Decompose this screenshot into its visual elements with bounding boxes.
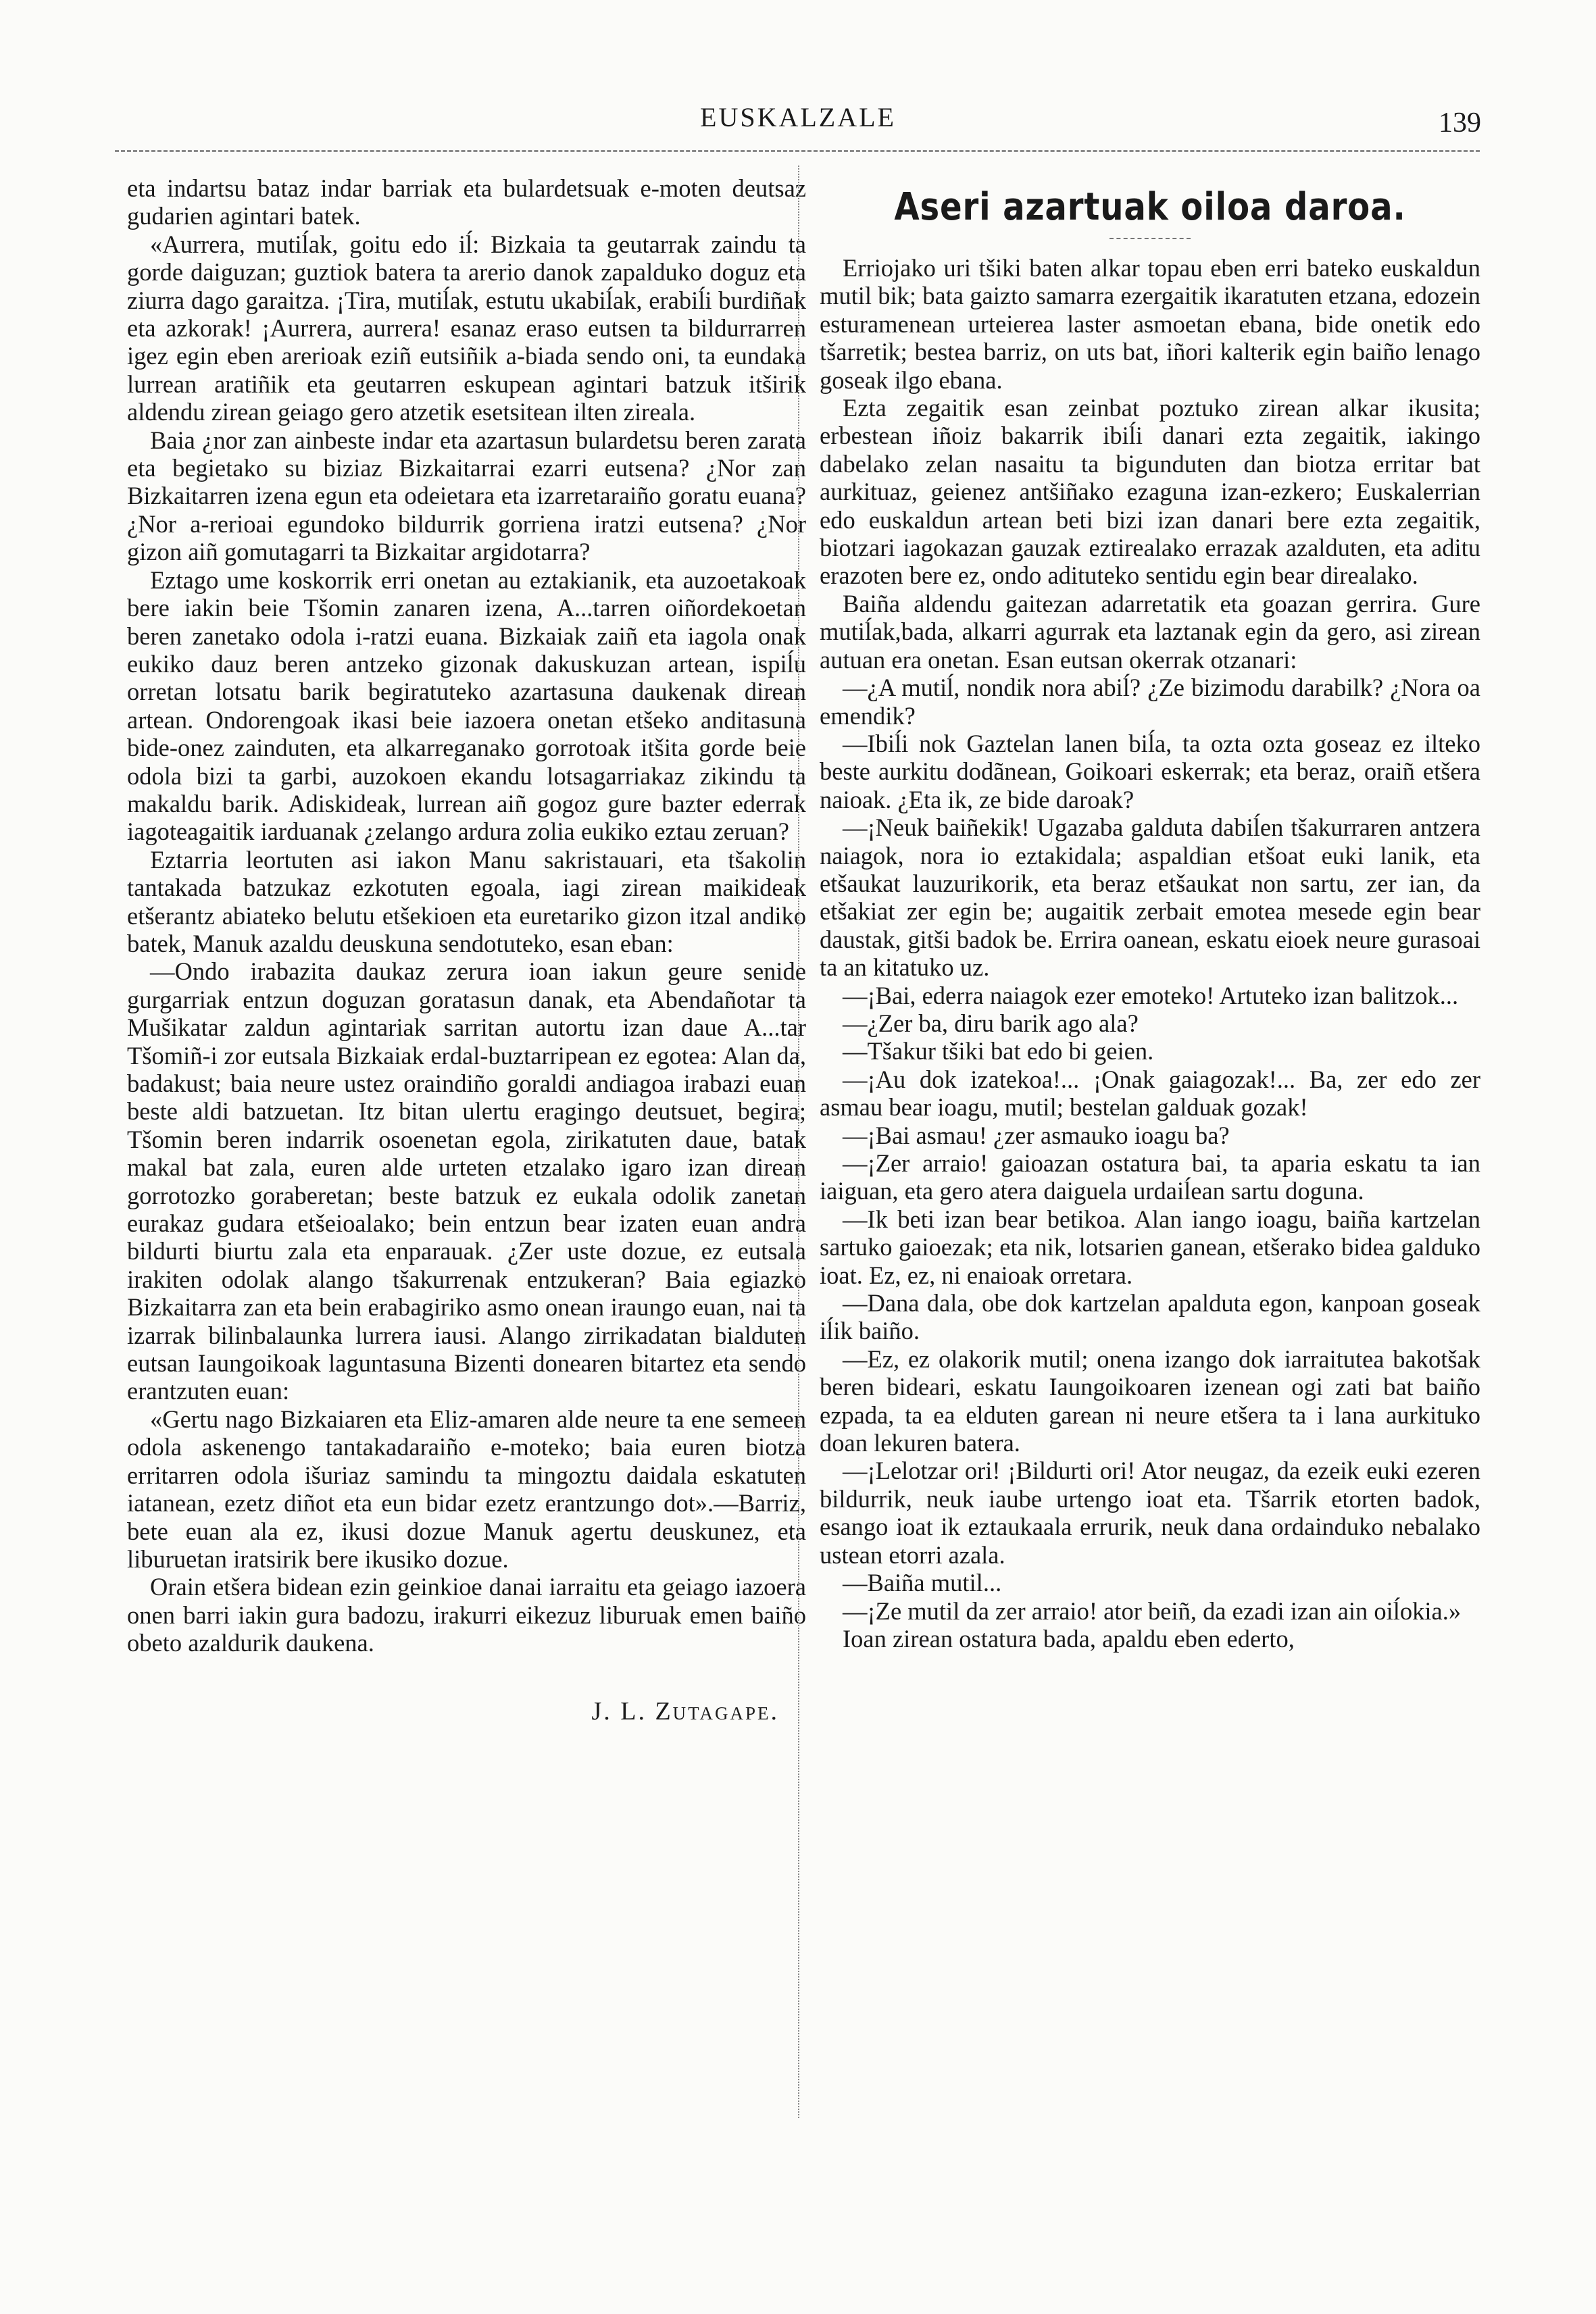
- paragraph: —¿A mutiĺ, nondik nora abiĺ? ¿Ze bizimodu darabilk? ¿Nora oa emendik?: [820, 674, 1480, 730]
- paragraph: Orain etšera bidean ezin geinkioe danai iarraitu eta geiago iazoera onen barri iakin gura badozu, irakurri eikezuz liburuak emen baiño obeto azaldurik daukena.: [127, 1573, 806, 1657]
- paragraph: Erriojako uri tšiki baten alkar topau eben erri bateko euskaldun mutil bik; bata gaizto samarra ezergaitik ikaratuten etzana, edozein esturamenean urteierea laster asmoetan ebana, bide onetik edo tšarretik; bestea barriz, on uts bat, iñori kalterik egin baiño lenago goseak ilgo ebana.: [820, 254, 1480, 394]
- paragraph: —¿Zer ba, diru barik ago ala?: [843, 1009, 1139, 1037]
- paragraph: —Ibiĺi nok Gaztelan lanen biĺa, ta ozta ozta goseaz ez ilteko beste aurkitu dodãnean, Goikoari eskerrak; eta beraz, oraiñ etšera naioak. ¿Eta ik, ze bide daroak?: [820, 729, 1480, 813]
- left-column: [127, 174, 806, 1726]
- paragraph: —Ondo irabazita daukaz zerura ioan iakun geure senide gurgarriak entzun doguzan goratasun danak, eta Abendañotar ta Mušikatar zaldun agintariak sarritan autortu izan daue A...tar Tšomiñ-i zor eutsala Bizkaiak erdal-buztarripean ez egotea: Alan da, badakust; baia neure ustez oraindiño goraldi andiagoa irabazi euan beste aldi batzuetan. Itz bitan ulertu eragingo deutsuet, begira; Tšomin beren indarrik osoenetan egola, zirikatuten daue, batak makal bat zala, euren alde urteten etzalako igaro izan direan gorrotozko goraberetan; beste batzuk ez eukala odolik zanetan eurakaz gudara etšeioalako; bein entzun bear izaten euan andra bildurti biurtu zala eta enparauak. ¿Zer uste dozue, ez eutsala irakiten odolak alango tšakurrenak entzukeran? Baia egiazko Bizkaitarra zan eta bein erabagiriko asmo onean iraungo euan, nai ta izarrak bilinbalaunka lurrera iausi. Alango zirrikadatan bialduten eutsan Iaungoikoak laguntasuna Bizenti donearen bitartez eta sendo erantzuten euan:: [127, 957, 806, 1405]
- paragraph: Ioan zirean ostatura bada, apaldu eben ederto,: [843, 1624, 1295, 1653]
- paragraph: —¡Neuk baiñekik! Ugazaba galduta dabiĺen tšakurraren antzera naiagok, nora io eztakidala; aspaldian etšoat euki lanik, eta etšaukat lauzurikorik, eta beraz etšaukat non sartu, zer ian, da etšakiat zer egin be; augaitik zerbait emotea mesede egin bear daustak, gitši badok be. Errira oanean, eskatu eioek neure gurasoai ta an kitatuko uz.: [820, 813, 1480, 982]
- paragraph: Ezta zegaitik esan zeinbat poztuko zirean alkar ikusita; erbestean iñoiz bakarrik ibiĺi danari ezta zegaitik, iakingo dabelako zelan nasaitu ta bigunduten dan biotza erritar bat aurkituaz, geienez antšiñako ezaguna izan-ezkero; Euskalerrian edo euskaldun artean beti bizi izan danari bere ezta zegaitik, biotzari iagokazan gauzak eztirealako errazak azalduten, eta aditu erazoten bere ez, ondo adituteko sentidu egin bear direalako.: [820, 394, 1480, 590]
- paragraph: —Dana dala, obe dok kartzelan apalduta egon, kanpoan goseak iĺik baiño.: [820, 1289, 1480, 1345]
- paragraph: «Aurrera, mutiĺak, goitu edo iĺ: Bizkaia ta geutarrak zaindu ta gorde daiguzan; guztiok batera ta arerio danok zapalduko doguz eta ziurra dago garaitza. ¡Tira, mutiĺak, estutu ukabiĺak, erabiĺi burdiñak eta azkorak! ¡Aurrera, aurrera! esanaz eraso eutsen ta bildurrarren igez egin eben arerioak eziñ eutsiñik a-biada sendo oni, ta eundaka lurrean aratiñik eta geutarren eskupean agintari batzuk itširik aldendu zirean geiago gero atzetik esetsitean ilten zireala.: [127, 230, 806, 426]
- header-rule: [115, 150, 1480, 152]
- title-rule: [1109, 238, 1191, 239]
- paragraph: Eztago ume koskorrik erri onetan au eztakianik, eta auzoetakoak bere iakin beie Tšomin zanaren izena, A...tarren oiñordekoetan beren zanetako odola i-ratzi euana. Bizkaiak zaiñ eta iagola onak eukiko dauz beren antzeko gizonak dakuskuzan artean, ispiĺu orretan lotsatu barik begiratuteko azartasuna daukenak direan artean. Ondorengoak ikasi beie iazoera onetan etšeko anditasuna bide-onez zainduten, eta alkarreganako gorrotoak itšita gorde beie odola bizi ta garbi, auzokoen ekandu lotsagarriakaz zikindu ta makaldu barik. Adiskideak, lurrean aiñ gogoz gure bazter ederrak iagoteagaitik iarduanak ¿zelango ardura zolia eukiko eztau zeruan?: [127, 565, 806, 846]
- paragraph: —Tšakur tšiki bat edo bi geien.: [843, 1037, 1154, 1065]
- paragraph: Baia ¿nor zan ainbeste indar eta azartasun bulardetsu beren zarata eta begietako su biziaz Bizkaitarrai ezarri eutsena? ¿Nor zan Bizkaitarren izena egun eta odeietara eta izarretaraiño goratu euana? ¿Nor a-rerioai egundoko bildurrik gorriena iratzi eutsena? ¿Nor gizon aiñ gomutagarri ta Bizkaitar argidotarra?: [127, 426, 806, 566]
- paragraph: —Ez, ez olakorik mutil; onena izango dok iarraitutea bakotšak beren bideari, eskatu Iaungoikoaren izenean ogi zati bat baiño ezpada, ta ea elduten garean ni neure etšera ta i lana aurkituko doan lekuren batera.: [820, 1344, 1480, 1457]
- paragraph: —¡Ze mutil da zer arraio! ator beiñ, da ezadi izan ain oiĺokia.»: [843, 1596, 1462, 1625]
- paragraph: Eztarria leortuten asi iakon Manu sakristauari, eta tšakolin tantakada batzukaz ezkotuten egoala, iagi zirean maikideak etšerantz abiateko belutu etšekioen eta euretariko gizon itzal andiko batek, Manuk azaldu deuskuna sendotuteko, esan eban:: [127, 845, 806, 957]
- page-number: 139: [1439, 107, 1481, 139]
- paragraph: —¡Bai, ederra naiagok ezer emoteko! Artuteko izan balitzok...: [843, 981, 1459, 1009]
- paragraph: eta indartsu bataz indar barriak eta bulardetsuak e-moten deutsaz gudarien agintari batek.: [127, 174, 806, 230]
- right-column: [820, 174, 1480, 1653]
- paragraph: —Baiña mutil...: [843, 1569, 1002, 1597]
- running-header-title: EUSKALZALE: [700, 102, 896, 132]
- paragraph: Baiña aldendu gaitezan adarretatik eta goazan gerrira. Gure mutiĺak,bada, alkarri agurrak eta laztanak egin da gero, asi zirean autuan era onetan. Esan eutsan okerrak otzanari:: [820, 589, 1480, 674]
- paragraph: «Gertu nago Bizkaiaren eta Eliz-amaren alde neure ta ene semeen odola askenengo tantakadaraiño e-moteko; baia euren biotza erritarren odola išuriaz samindu ta mingoztu daidala eskatuten iatanean, ezetz diñot eta eun bidar ezetz erantzungo dot».—Barriz, bete euan ala ez, ikusi dozue Manuk agertu deuskunez, eta liburuetan iratsirik bere ikusiko dozue.: [127, 1405, 806, 1573]
- article-title: Aseri azartuak oiloa daroa.: [894, 185, 1406, 229]
- paragraph: —¡Bai asmau! ¿zer asmauko ioagu ba?: [843, 1121, 1230, 1149]
- paragraph: —¡Zer arraio! gaioazan ostatura bai, ta aparia eskatu ta ian iaiguan, eta gero atera daiguela urdaiĺean sartu doguna.: [820, 1149, 1480, 1205]
- right-column-body: [820, 254, 1480, 1653]
- paragraph: —Ik beti izan bear betikoa. Alan iango ioagu, baiña kartzelan sartuko gaioezak; eta nik, lotsarien ganean, etšerako bidea galduko ioat. Ez, ez, ni enaioak orretara.: [820, 1205, 1480, 1289]
- left-column-body: [127, 174, 806, 1657]
- paragraph: —¡Lelotzar ori! ¡Bildurti ori! Ator neugaz, da ezeik euki ezeren bildurrik, neuk iaube urtengo ioat eta. Tšarrik etorten badok, esango ioat ik eztaukaala errurik, neuk dana ordainduko nebalako ustean etorri azala.: [820, 1457, 1480, 1569]
- paragraph: —¡Au dok izatekoa!... ¡Onak gaiagozak!... Ba, zer edo zer asmau bear ioagu, mutil; bestelan galduak gozak!: [820, 1065, 1480, 1122]
- column-divider: [798, 166, 799, 2118]
- author-signature: J. L. Zutagape.: [591, 1696, 779, 1726]
